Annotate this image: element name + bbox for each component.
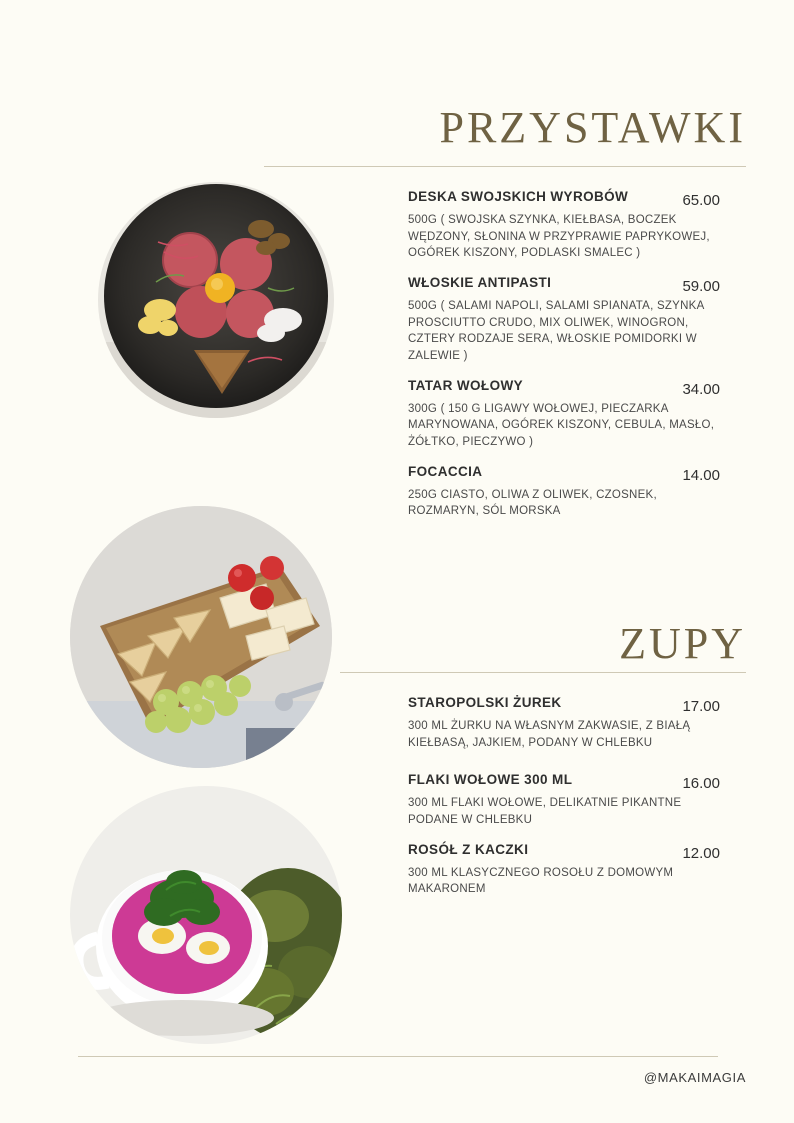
menu-list-zupy (408, 694, 720, 910)
menu-item (408, 771, 720, 828)
item-description: 500G ( SWOJSKA SZYNKA, KIEŁBASA, BOCZEK WĘDZONY, SŁONINA W PRZYPRAWIE PAPRYKOWEJ, OGÓREK KISZONY, PODLASKI SMALEC ) (408, 214, 710, 260)
menu-item (408, 188, 720, 262)
menu-list-przystawki (408, 188, 720, 532)
item-description: 300 ML FLAKI WOŁOWE, DELIKATNIE PIKANTNE PODANE W CHLEBKU (408, 797, 682, 827)
item-name: ROSÓŁ Z KACZKI (408, 841, 529, 857)
item-description: 250G CIASTO, OLIWA Z OLIWEK, CZOSNEK, ROZMARYN, SÓL MORSKA (408, 488, 657, 518)
item-price: 17.00 (682, 698, 720, 715)
tatar-platter-photo (98, 182, 334, 418)
instagram-handle[interactable]: @MAKAIMAGIA (643, 1070, 746, 1085)
section-title-zupy: ZUPY (619, 619, 746, 668)
item-price: 65.00 (682, 192, 720, 209)
menu-item (408, 694, 720, 751)
footer-divider (78, 1056, 718, 1057)
menu-item (408, 841, 720, 898)
item-name: DESKA SWOJSKICH WYROBÓW (408, 189, 629, 204)
item-description: 300G ( 150 G LIGAWY WOŁOWEJ, PIECZARKA MARYNOWANA, OGÓREK KISZONY, CEBULA, MASŁO, ŻÓŁTKO, PIECZYWO ) (408, 402, 715, 449)
item-description: 500G ( SALAMI NAPOLI, SALAMI SPIANATA, SZYNKA PROSCIUTTO CRUDO, MIX OLIWEK, WINOGRON, CZTERY RODZAJE SERA, WŁOSKIE POMIDORKI W ZALEWIE ) (408, 300, 704, 363)
item-price: 12.00 (682, 844, 720, 862)
item-name: STAROPOLSKI ŻUREK (408, 695, 562, 710)
divider-zupy (340, 672, 746, 673)
item-price: 14.00 (682, 466, 720, 484)
divider-przystawki (264, 166, 746, 167)
item-name: TATAR WOŁOWY (408, 377, 524, 393)
item-name: FOCACCIA (408, 463, 483, 479)
item-description: 300 ML KLASYCZNEGO ROSOŁU Z DOMOWYM MAKARONEM (408, 866, 674, 896)
item-price: 16.00 (682, 775, 720, 793)
menu-item (408, 463, 720, 520)
item-name: WŁOSKIE ANTIPASTI (408, 275, 552, 291)
item-price: 34.00 (682, 380, 720, 398)
menu-item (408, 274, 720, 365)
section-title-przystawki: PRZYSTAWKI (439, 103, 746, 152)
item-name: FLAKI WOŁOWE 300 ML (408, 772, 573, 788)
item-price: 59.00 (682, 278, 720, 296)
menu-item (408, 377, 720, 451)
cheese-board-photo (70, 506, 332, 768)
beetroot-soup-photo (70, 786, 342, 1044)
item-description: 300 ML ŻURKU NA WŁASNYM ZAKWASIE, Z BIAŁĄ KIEŁBASĄ, JAJKIEM, PODANY W CHLEBKU (408, 720, 691, 749)
